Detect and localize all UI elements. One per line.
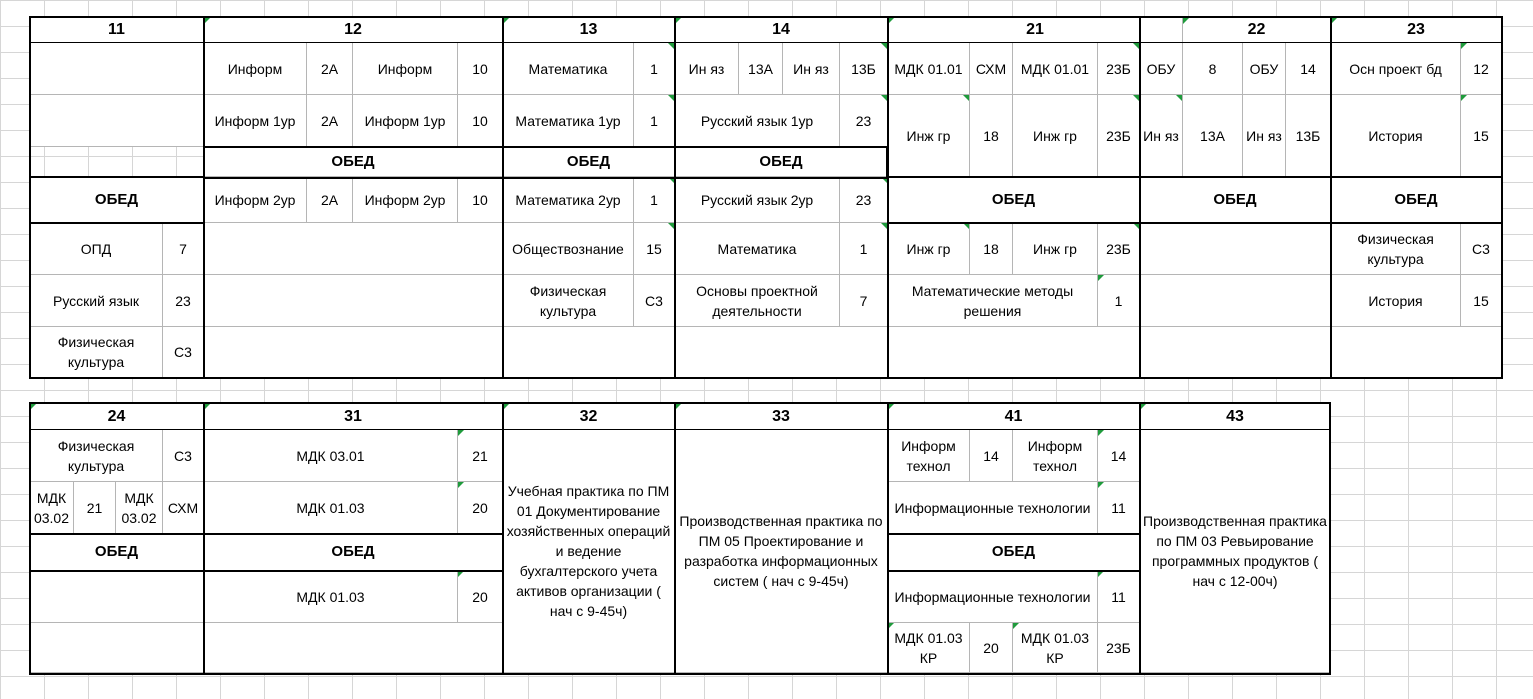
- room-cell[interactable]: 11: [1098, 482, 1140, 534]
- obed-cell[interactable]: ОБЕД: [1140, 177, 1331, 223]
- border-line: [29, 42, 1503, 43]
- subject-cell[interactable]: МДК 01.01: [888, 43, 970, 95]
- room-cell[interactable]: 13Б: [1286, 95, 1331, 177]
- border-line: [29, 673, 1331, 675]
- subject-cell[interactable]: Информ 2ур: [353, 177, 458, 223]
- border-line: [203, 146, 888, 148]
- subject-cell[interactable]: Физическая культура: [503, 275, 634, 327]
- subject-cell[interactable]: МДК 03.01: [204, 430, 458, 482]
- subject-cell[interactable]: Обществознание: [503, 223, 634, 275]
- border-line: [887, 222, 1503, 224]
- subject-cell[interactable]: Ин яз: [675, 43, 739, 95]
- subject-cell[interactable]: Математика 1ур: [503, 95, 634, 147]
- border-line: [203, 533, 205, 571]
- room-cell[interactable]: 12: [1461, 43, 1502, 95]
- border-line: [29, 402, 1331, 404]
- cell-empty[interactable]: [675, 327, 888, 378]
- group-header-33[interactable]: 33: [675, 404, 888, 430]
- cell-empty[interactable]: [1140, 275, 1331, 327]
- cell-empty[interactable]: [204, 275, 503, 327]
- border-line: [887, 533, 1141, 535]
- room-cell[interactable]: 2А: [307, 95, 353, 147]
- border-line: [29, 222, 205, 224]
- room-cell[interactable]: 18: [970, 223, 1013, 275]
- subject-cell[interactable]: МДК 01.03: [204, 571, 458, 623]
- subject-cell[interactable]: Физическая культура: [30, 430, 163, 482]
- border-line: [887, 533, 889, 572]
- group-header-13[interactable]: 13: [503, 18, 675, 43]
- subject-cell[interactable]: ОБУ: [1243, 43, 1286, 95]
- obed-cell[interactable]: ОБЕД: [204, 534, 503, 571]
- subject-cell[interactable]: Инж гр: [1013, 95, 1098, 177]
- border-line: [29, 176, 31, 224]
- subject-cell[interactable]: Русский язык 1ур: [675, 95, 840, 147]
- border-line: [29, 429, 1329, 430]
- room-cell[interactable]: СХМ: [163, 482, 204, 534]
- subject-cell[interactable]: Русский язык: [30, 275, 163, 327]
- cell-empty[interactable]: [204, 327, 503, 378]
- border-line: [674, 16, 676, 377]
- subject-cell[interactable]: Информ: [353, 43, 458, 95]
- room-cell[interactable]: 11: [1098, 571, 1140, 623]
- subject-cell[interactable]: Информ 1ур: [204, 95, 307, 147]
- group-header-14[interactable]: 14: [675, 18, 888, 43]
- group-header-11[interactable]: 11: [30, 18, 204, 43]
- room-cell[interactable]: 23Б: [1098, 43, 1140, 95]
- room-cell[interactable]: СХМ: [970, 43, 1013, 95]
- subject-cell[interactable]: История: [1331, 275, 1461, 327]
- border-line: [29, 377, 1503, 379]
- room-cell[interactable]: 14: [1098, 430, 1140, 482]
- subject-cell[interactable]: МДК 01.01: [1013, 43, 1098, 95]
- cell-empty[interactable]: [888, 327, 1140, 378]
- group-header-22[interactable]: 22: [1183, 18, 1331, 43]
- subject-cell[interactable]: Математические методы решения: [888, 275, 1098, 327]
- subject-cell[interactable]: ОБУ: [1140, 43, 1183, 95]
- subject-cell[interactable]: Осн проект бд: [1331, 43, 1461, 95]
- border-line: [502, 533, 504, 572]
- cell-empty[interactable]: [204, 623, 503, 673]
- group-header-41[interactable]: 41: [888, 404, 1140, 430]
- room-cell[interactable]: 13А: [739, 43, 783, 95]
- border-line: [203, 177, 888, 179]
- room-cell[interactable]: С3: [634, 275, 675, 327]
- subject-cell[interactable]: Ин яз: [783, 43, 840, 95]
- group-header-31[interactable]: 31: [204, 404, 503, 430]
- group-header-24[interactable]: 24: [30, 404, 204, 430]
- border-line: [203, 176, 205, 224]
- subject-cell[interactable]: ОПД: [30, 223, 163, 275]
- subject-cell[interactable]: Информационные технологии: [888, 571, 1098, 623]
- room-cell[interactable]: 21: [458, 430, 503, 482]
- practice-cell[interactable]: Учебная практика по ПМ 01 Документирование хозяйственных операций и ведение бухгалтерского учета активов организации ( нач с 9-45ч): [503, 430, 675, 673]
- group-header-43[interactable]: 43: [1140, 404, 1331, 430]
- obed-cell[interactable]: ОБЕД: [30, 534, 204, 571]
- room-cell[interactable]: 23Б: [1098, 95, 1140, 177]
- subject-cell[interactable]: Русский язык 2ур: [675, 177, 840, 223]
- room-cell[interactable]: 15: [634, 223, 675, 275]
- group-header-12[interactable]: 12: [204, 18, 503, 43]
- obed-cell[interactable]: ОБЕД: [30, 177, 204, 223]
- room-cell[interactable]: 2А: [307, 43, 353, 95]
- obed-cell[interactable]: ОБЕД: [204, 147, 503, 177]
- practice-cell[interactable]: Производственная практика по ПМ 05 Проектирование и разработка информационных систем ( нач с 9-45ч): [675, 430, 888, 673]
- room-cell[interactable]: 20: [458, 482, 503, 534]
- room-cell[interactable]: С3: [163, 327, 204, 378]
- subject-cell[interactable]: Ин яз: [1140, 95, 1183, 177]
- room-cell[interactable]: 1: [840, 223, 888, 275]
- cell-empty[interactable]: [503, 327, 675, 378]
- room-cell[interactable]: 2А: [307, 177, 353, 223]
- room-cell[interactable]: С3: [163, 430, 204, 482]
- subject-cell[interactable]: Математика: [503, 43, 634, 95]
- border-line: [886, 146, 888, 179]
- subject-cell[interactable]: Информ 1ур: [353, 95, 458, 147]
- room-cell[interactable]: 23Б: [1098, 223, 1140, 275]
- room-cell[interactable]: 1: [1098, 275, 1140, 327]
- room-cell[interactable]: 21: [74, 482, 116, 534]
- cell-empty[interactable]: [30, 623, 204, 673]
- subject-cell[interactable]: Информ: [204, 43, 307, 95]
- subject-cell[interactable]: МДК 03.02: [116, 482, 163, 534]
- room-cell[interactable]: 7: [163, 223, 204, 275]
- border-line: [674, 402, 676, 673]
- cell-empty[interactable]: [1331, 327, 1502, 378]
- subject-cell[interactable]: Математика 2ур: [503, 177, 634, 223]
- cell-empty[interactable]: [30, 571, 204, 623]
- room-cell[interactable]: 1: [634, 95, 675, 147]
- room-cell[interactable]: 14: [970, 430, 1013, 482]
- room-cell[interactable]: 1: [634, 43, 675, 95]
- room-cell[interactable]: 20: [970, 623, 1013, 673]
- subject-cell[interactable]: Инж гр: [888, 95, 970, 177]
- subject-cell[interactable]: Информационные технологии: [888, 482, 1098, 534]
- border-line: [1329, 402, 1331, 675]
- border-line: [1139, 176, 1141, 222]
- room-cell[interactable]: 23Б: [1098, 623, 1140, 673]
- room-cell[interactable]: 10: [458, 95, 503, 147]
- border-line: [887, 176, 1503, 178]
- subject-cell[interactable]: Ин яз: [1243, 95, 1286, 177]
- room-cell[interactable]: 20: [458, 571, 503, 623]
- room-cell[interactable]: 7: [840, 275, 888, 327]
- obed-cell[interactable]: ОБЕД: [1331, 177, 1502, 223]
- room-cell[interactable]: 13Б: [840, 43, 888, 95]
- room-cell[interactable]: С3: [1461, 223, 1502, 275]
- room-cell[interactable]: 8: [1183, 43, 1243, 95]
- border-line: [502, 223, 504, 327]
- room-cell[interactable]: 23: [840, 177, 888, 223]
- subject-cell[interactable]: МДК 01.03 КР: [888, 623, 970, 673]
- room-cell[interactable]: 15: [1461, 275, 1502, 327]
- border-line: [29, 176, 205, 178]
- group-header-23[interactable]: 23: [1331, 18, 1502, 43]
- room-cell[interactable]: 13А: [1183, 95, 1243, 177]
- subject-cell[interactable]: МДК 03.02: [30, 482, 74, 534]
- border-line: [29, 16, 1503, 18]
- border-line: [887, 570, 1141, 572]
- subject-cell[interactable]: История: [1331, 95, 1461, 177]
- border-line: [1139, 533, 1141, 572]
- obed-cell[interactable]: ОБЕД: [503, 147, 675, 177]
- room-cell[interactable]: 10: [458, 177, 503, 223]
- subject-cell[interactable]: МДК 01.03 КР: [1013, 623, 1098, 673]
- group-header-32[interactable]: 32: [503, 404, 675, 430]
- subject-cell[interactable]: МДК 01.03: [204, 482, 458, 534]
- obed-cell[interactable]: ОБЕД: [888, 177, 1140, 223]
- subject-cell[interactable]: Информ технол: [888, 430, 970, 482]
- cell-empty[interactable]: [1140, 223, 1331, 275]
- group-header-21[interactable]: 21: [888, 18, 1183, 43]
- border-line: [674, 146, 676, 178]
- room-cell[interactable]: 14: [1286, 43, 1331, 95]
- border-line: [29, 570, 504, 572]
- subject-cell[interactable]: Информ технол: [1013, 430, 1098, 482]
- border-line: [887, 176, 889, 224]
- subject-cell[interactable]: Физическая культура: [1331, 223, 1461, 275]
- cell-empty[interactable]: [204, 223, 503, 275]
- room-cell[interactable]: 23: [840, 95, 888, 147]
- border-line: [1330, 176, 1332, 222]
- subject-cell[interactable]: Инж гр: [888, 223, 970, 275]
- subject-cell[interactable]: Информ 2ур: [204, 177, 307, 223]
- room-cell[interactable]: 10: [458, 43, 503, 95]
- room-cell[interactable]: 18: [970, 95, 1013, 177]
- subject-cell[interactable]: Основы проектной деятельности: [675, 275, 840, 327]
- border-line: [1501, 176, 1503, 224]
- border-line: [29, 533, 504, 535]
- subject-cell[interactable]: Математика: [675, 223, 840, 275]
- border-line: [29, 533, 31, 572]
- practice-cell[interactable]: Производственная практика по ПМ 03 Ревьирование программных продуктов ( нач с 12-00ч): [1140, 430, 1331, 673]
- subject-cell[interactable]: Инж гр: [1013, 223, 1098, 275]
- cell-empty[interactable]: [30, 43, 204, 95]
- cell-empty[interactable]: [30, 95, 204, 147]
- subject-cell[interactable]: Физическая культура: [30, 327, 163, 378]
- border-line: [502, 146, 504, 178]
- obed-cell[interactable]: ОБЕД: [675, 147, 888, 177]
- obed-cell[interactable]: ОБЕД: [888, 534, 1140, 571]
- cell-empty[interactable]: [1140, 327, 1331, 378]
- border-line: [203, 146, 205, 179]
- room-cell[interactable]: 1: [634, 177, 675, 223]
- room-cell[interactable]: 15: [1461, 95, 1502, 177]
- room-cell[interactable]: 23: [163, 275, 204, 327]
